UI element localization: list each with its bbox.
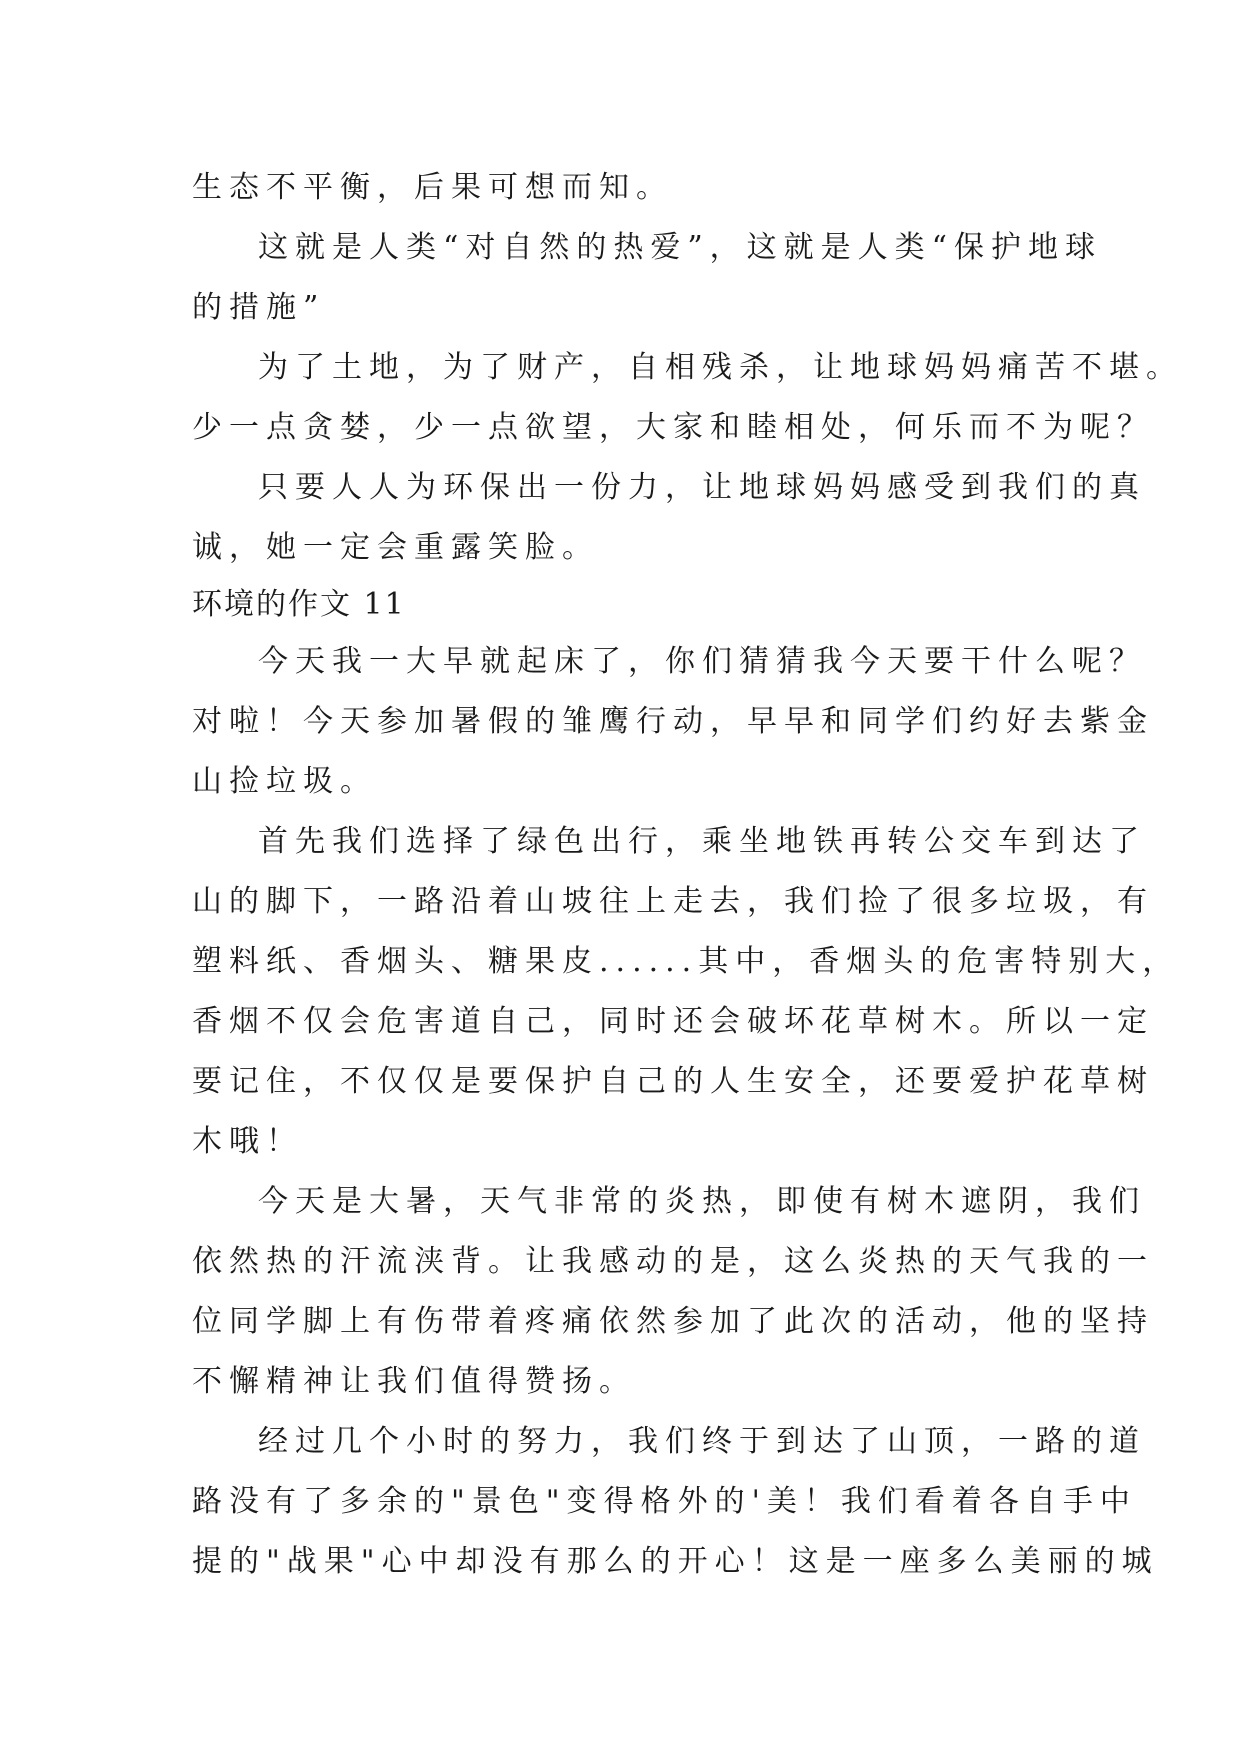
paragraph xyxy=(192,1172,1154,1412)
text-line: 香烟不仅会危害道自己，同时还会破坏花草树木。所以一定 xyxy=(192,1004,1154,1039)
text-line: 经过几个小时的努力，我们终于到达了山顶，一路的道 xyxy=(258,1424,1146,1459)
text-line: 提的"战果"心中却没有那么的开心！这是一座多么美丽的城 xyxy=(192,1544,1159,1579)
text-line: 山捡垃圾。 xyxy=(192,764,377,799)
text-line: 为了土地，为了财产，自相残杀，让地球妈妈痛苦不堪。 xyxy=(258,350,1183,385)
paragraph xyxy=(192,812,1180,1172)
text-line: 的措施” xyxy=(192,290,326,325)
section-heading: 环境的作文 11 xyxy=(192,587,406,622)
paragraph xyxy=(192,158,1052,218)
text-line: 今天是大暑，天气非常的炎热，即使有树木遮阴，我们 xyxy=(258,1184,1146,1219)
paragraph xyxy=(192,458,1146,578)
text-line: 位同学脚上有伤带着疼痛依然参加了此次的活动，他的坚持 xyxy=(192,1304,1154,1339)
text-line: 只要人人为环保出一份力，让地球妈妈感受到我们的真 xyxy=(258,470,1146,505)
paragraph xyxy=(192,338,1183,458)
text-line: 依然热的汗流浃背。让我感动的是，这么炎热的天气我的一 xyxy=(192,1244,1154,1279)
text-line: 塑料纸、香烟头、糖果皮......其中，香烟头的危害特别大， xyxy=(192,944,1180,979)
text-line: 路没有了多余的"景色"变得格外的'美！我们看着各自手中 xyxy=(192,1484,1137,1519)
text-line: 这就是人类“对自然的热爱”，这就是人类“保护地球 xyxy=(258,230,1103,265)
text-line: 少一点贪婪，少一点欲望，大家和睦相处，何乐而不为呢？ xyxy=(192,410,1154,445)
text-line: 生态不平衡，后果可想而知。 xyxy=(192,170,673,205)
paragraph xyxy=(192,1412,1159,1592)
text-line: 首先我们选择了绿色出行，乘坐地铁再转公交车到达了 xyxy=(258,824,1146,859)
text-line: 要记住，不仅仅是要保护自己的人生安全，还要爱护花草树 xyxy=(192,1064,1154,1099)
text-line: 不懈精神让我们值得赞扬。 xyxy=(192,1364,636,1399)
text-line: 今天我一大早就起床了，你们猜猜我今天要干什么呢？ xyxy=(258,644,1146,679)
text-line: 对啦！今天参加暑假的雏鹰行动，早早和同学们约好去紫金 xyxy=(192,704,1154,739)
text-line: 木哦！ xyxy=(192,1124,303,1159)
paragraph xyxy=(192,632,1154,812)
paragraph xyxy=(192,218,1103,338)
text-line: 山的脚下，一路沿着山坡往上走去，我们捡了很多垃圾，有 xyxy=(192,884,1154,919)
document-page xyxy=(192,158,1183,1592)
text-line: 诚，她一定会重露笑脸。 xyxy=(192,530,599,565)
